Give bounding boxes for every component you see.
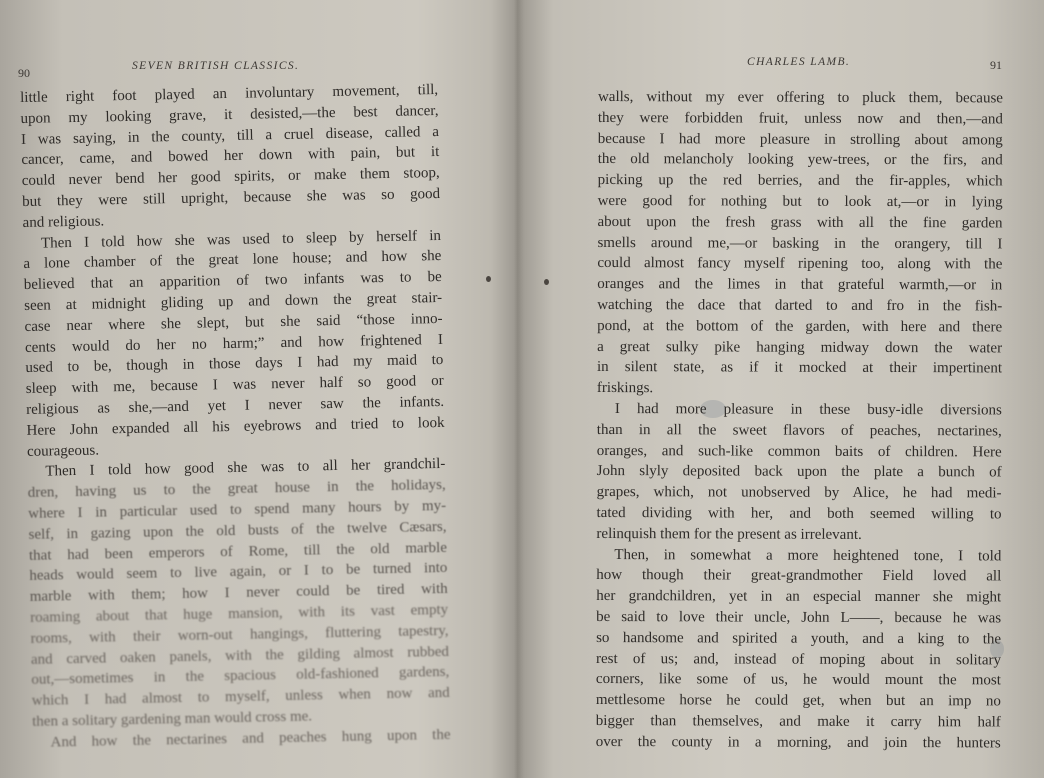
text-line: case near where she slept, but she said “those inno- bbox=[24, 310, 443, 335]
text-line: walls, without my ever offering to pluck them, because bbox=[597, 88, 1003, 107]
text-line: could never bend her good spirits, or make them stoop, bbox=[21, 165, 440, 190]
text-line: about upon the fresh grass with all the fine garden bbox=[597, 213, 1003, 232]
text-line: her grandchildren, yet in an especial manner she might bbox=[596, 588, 1002, 606]
text-line: but they were still upright, because she was so good bbox=[22, 185, 441, 210]
text-line: watching the dace that darted to and fro in the fish- bbox=[597, 296, 1003, 315]
text-line: friskings. bbox=[596, 380, 654, 397]
text-line: religious as she,—and yet I never saw the infants. bbox=[26, 393, 445, 418]
text-line: cancer, came, and bowed her down with pain, but it bbox=[21, 144, 440, 169]
text-line: oranges and the limes in that grateful warmth,—or in bbox=[597, 276, 1003, 294]
text-line: in silent state, as if it mocked at their impertinent bbox=[596, 359, 1003, 377]
text-line: I had more pleasure in these busy-idle diversions bbox=[614, 401, 1002, 419]
body-text bbox=[596, 87, 1003, 754]
page-number: 90 bbox=[18, 66, 30, 80]
text-line: mettlesome horse he could get, when but an imp no bbox=[595, 692, 1001, 710]
page-number: 91 bbox=[990, 58, 1002, 72]
text-line: that had been emperors of Rome, till the old marble bbox=[28, 539, 448, 564]
text-line: And how the nectarines and peaches hung upon the bbox=[50, 726, 451, 751]
text-line: so handsome and spirited a youth, and a king to the bbox=[596, 629, 1002, 648]
text-line: Then I told how she was used to sleep by herself in bbox=[40, 227, 442, 252]
body-text bbox=[20, 80, 451, 753]
text-line: heads would seem to live again, or I to be turned into bbox=[29, 560, 448, 585]
text-line: rest of us; and, instead of moping about in solitary bbox=[595, 650, 1002, 668]
text-line: and religious. bbox=[22, 213, 105, 231]
left-page bbox=[0, 0, 505, 778]
text-line: picking up the red berries, and the fir-apples, which bbox=[597, 172, 1003, 190]
text-line: upon my looking grave, it desisted,—the best dancer, bbox=[20, 102, 439, 127]
text-line: a lone chamber of the great lone house; and how she bbox=[23, 248, 442, 273]
text-line: corners, like some of us, he would mount the most bbox=[595, 671, 1001, 689]
text-line: courageous. bbox=[26, 442, 100, 460]
text-line: the old melancholy looking yew-trees, or the firs, and bbox=[597, 151, 1003, 169]
text-line: could almost fancy myself ripening too, along with the bbox=[597, 255, 1003, 273]
text-line: a great sulky pike hanging midway down the water bbox=[597, 338, 1003, 356]
text-line: sleep with me, because I was never half so good or bbox=[25, 373, 444, 398]
text-line: oranges, and such-like common baits of children. Here bbox=[596, 442, 1002, 460]
text-line: Here John expanded all his eyebrows and tried to look bbox=[26, 414, 445, 439]
text-line: over the county in a morning, and join the hunters bbox=[595, 733, 1001, 752]
text-line: than in all the sweet flavors of peaches, nectarines, bbox=[596, 421, 1002, 440]
text-line: pond, at the bottom of the garden, with here and there bbox=[597, 317, 1003, 336]
text-line: John slyly deposited back upon the plate a bunch of bbox=[596, 463, 1002, 481]
text-line: believed that an apparition of two infants was to be bbox=[23, 269, 442, 294]
text-line: be said to love their uncle, John L——, because he was bbox=[596, 608, 1002, 627]
text-line: they were forbidden fruit, unless now and then,—and bbox=[597, 109, 1003, 128]
text-line: cents would do her no harm;” and how frightened I bbox=[24, 331, 444, 356]
text-line: grapes, which, not unobserved by Alice, he had medi- bbox=[596, 484, 1002, 502]
running-head: CHARLES LAMB. bbox=[747, 56, 851, 68]
text-line: then a solitary gardening man would cross me. bbox=[32, 708, 313, 730]
text-line: relinquish them for the present as irrelevant. bbox=[596, 525, 862, 543]
text-line: because I had more pleasure in strolling about among bbox=[597, 130, 1003, 149]
text-line: little right foot played an involuntary movement, till, bbox=[20, 81, 439, 106]
text-line: and carved oaken panels, with the gilding almost rubbed bbox=[30, 643, 450, 668]
text-line: rooms, with their worn-out hangings, fluttering tapestry, bbox=[30, 622, 449, 647]
text-line: marble with them; how I never could be tired with bbox=[29, 581, 448, 606]
text-line: roaming about that huge mansion, with its vast empty bbox=[30, 601, 449, 626]
text-line: were good for nothing but to look at,—or in lying bbox=[597, 192, 1003, 211]
text-line: Then I told how good she was to all her grandchil- bbox=[45, 456, 446, 480]
text-line: how though their great-grandmother Field loved all bbox=[596, 567, 1002, 585]
right-page bbox=[520, 0, 1044, 778]
text-line: smells around me,—or basking in the orangery, till I bbox=[597, 234, 1003, 252]
text-line: self, in gazing upon the old busts of the twelve Cæsars, bbox=[28, 518, 447, 543]
text-line: bigger than themselves, and make it carry him half bbox=[595, 712, 1001, 731]
text-line: dren, having us to the great house in the holidays, bbox=[27, 477, 446, 502]
text-line: which I had almost to myself, unless when now and bbox=[31, 684, 450, 709]
text-line: used to be, though in those days I had my maid to bbox=[25, 352, 444, 377]
text-line: I was saying, in the county, till a cruel disease, called a bbox=[20, 123, 440, 148]
text-line: Then, in somewhat a more heightened tone, I told bbox=[614, 546, 1002, 564]
text-line: where I in particular used to spend many hours by my- bbox=[28, 497, 447, 522]
text-line: tated dividing with her, and both seemed willing to bbox=[596, 504, 1002, 523]
text-line: seen at midnight gliding up and down the great stair- bbox=[24, 289, 443, 314]
text-line: out,—sometimes in the spacious old-fashioned gardens, bbox=[31, 664, 450, 689]
running-head: SEVEN BRITISH CLASSICS. bbox=[132, 60, 300, 72]
